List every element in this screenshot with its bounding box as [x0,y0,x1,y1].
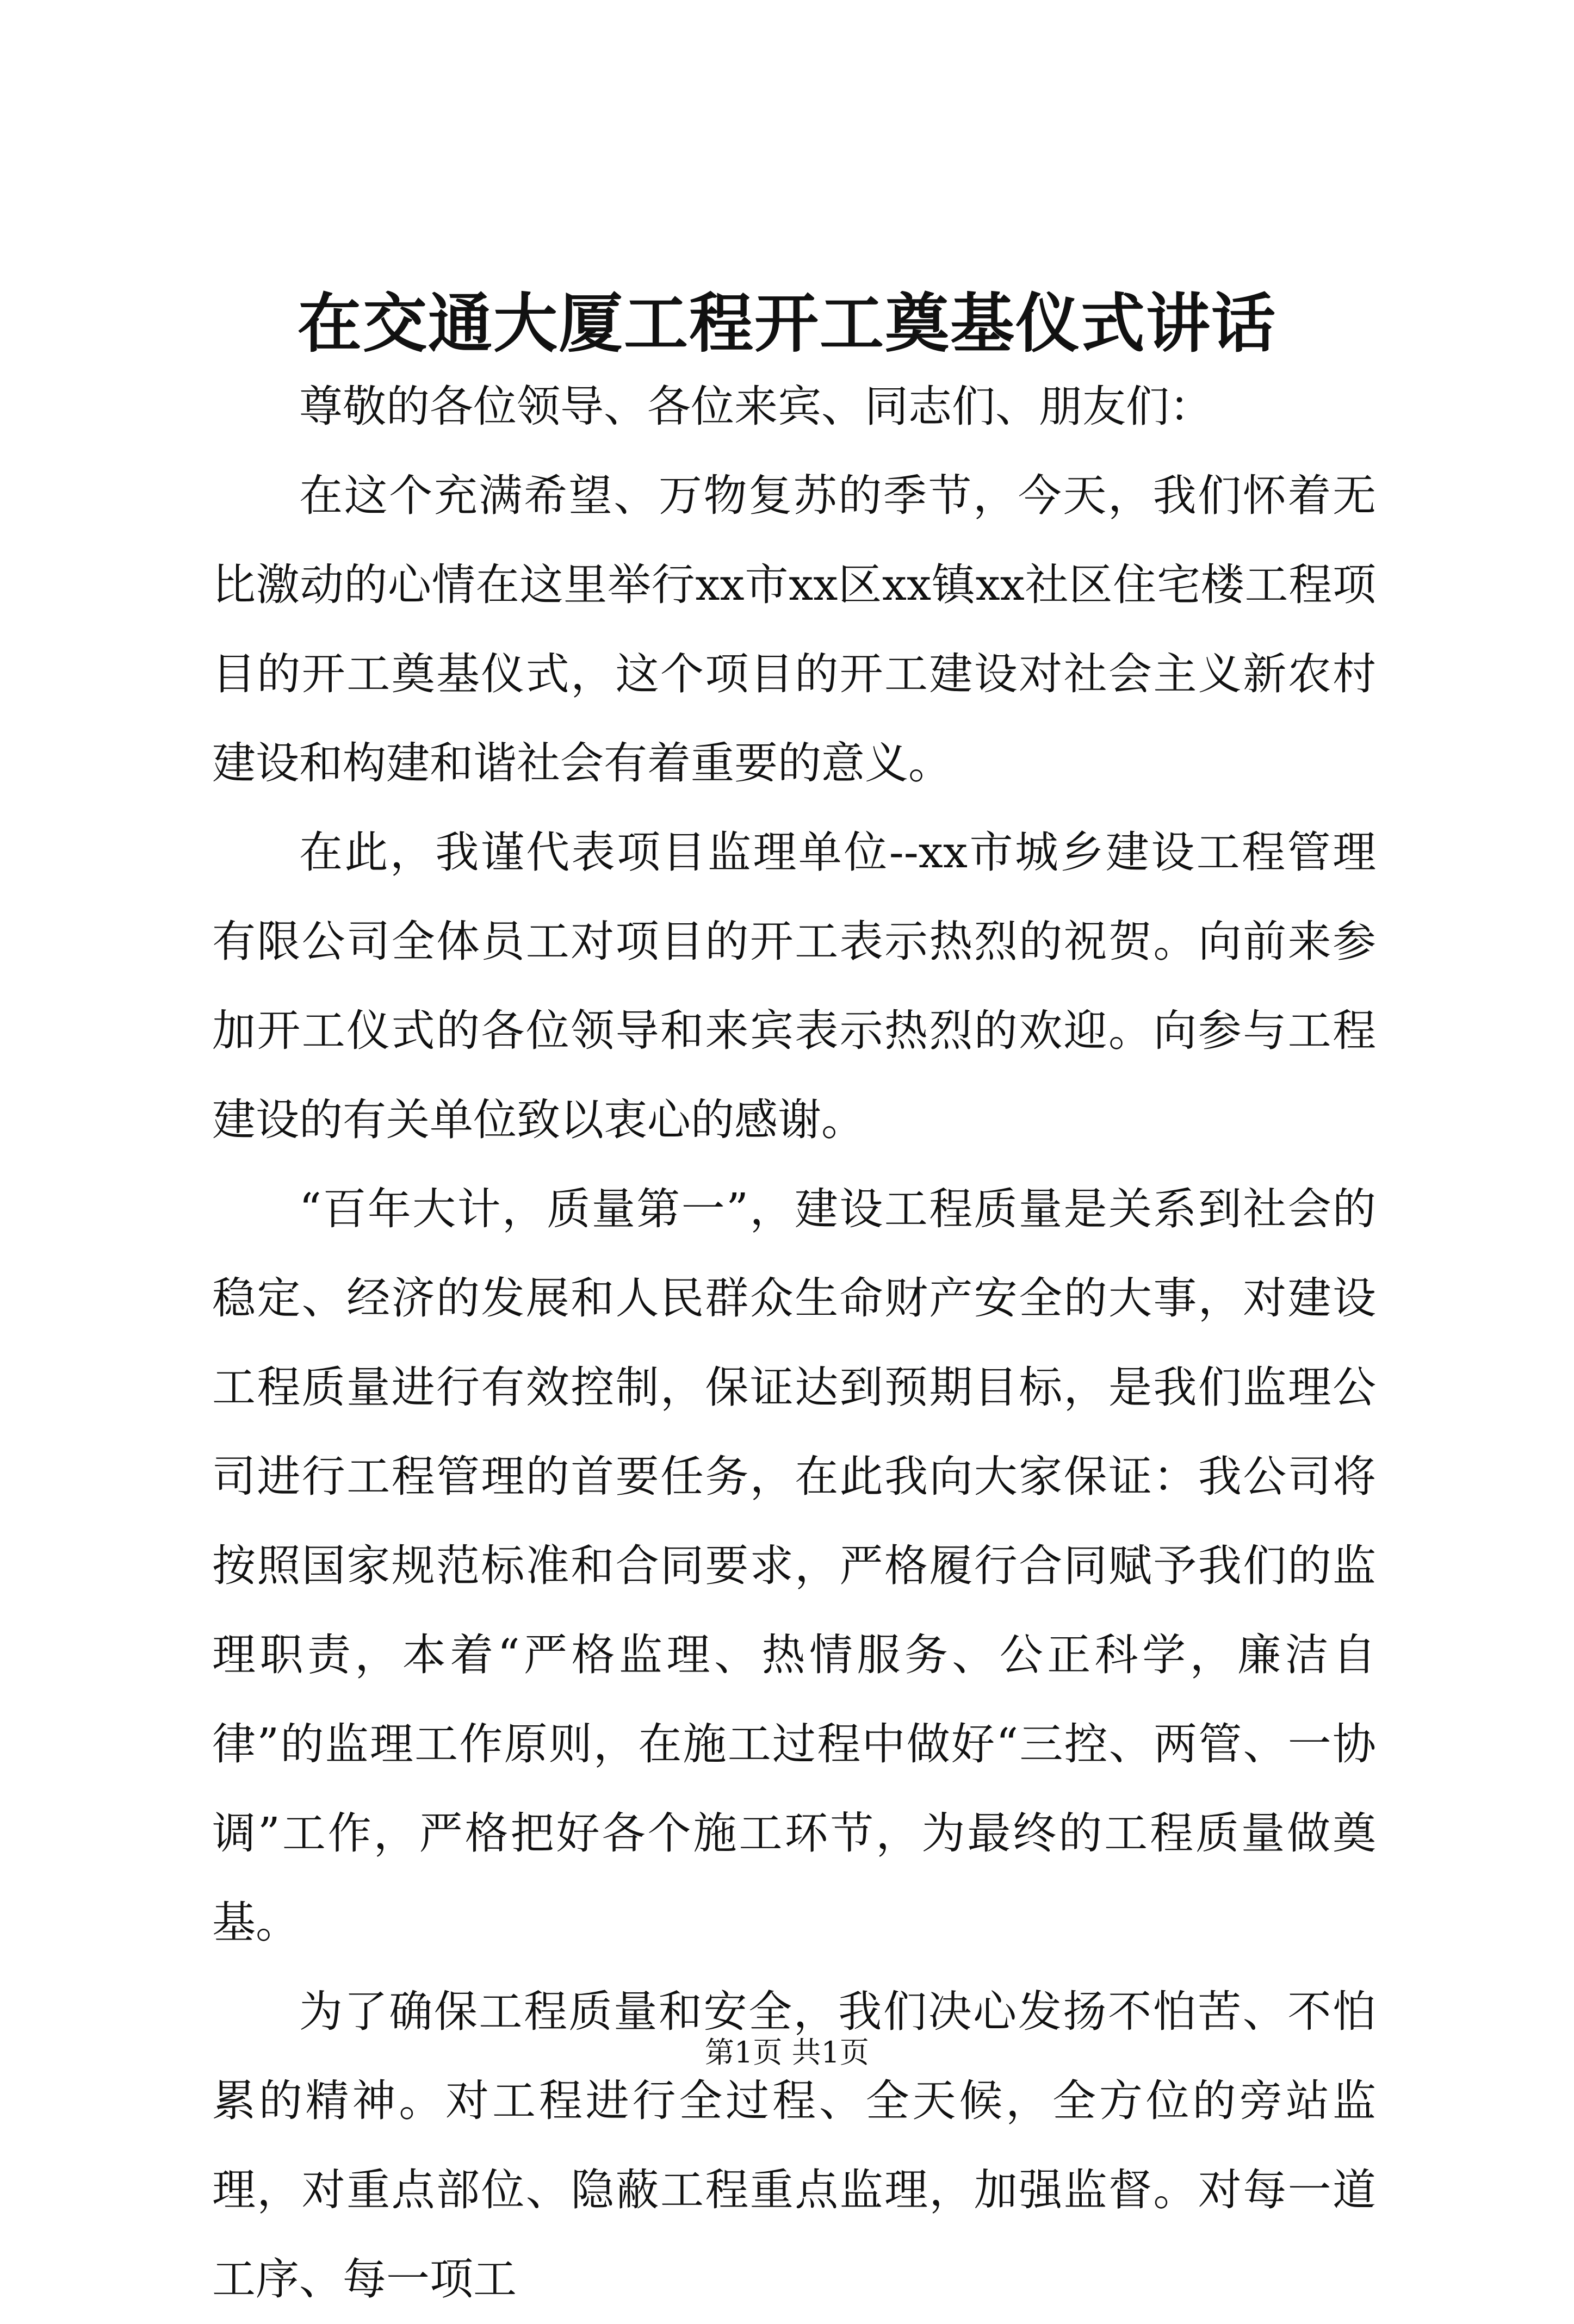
document-title: 在交通大厦工程开工奠基仪式讲话 [297,285,1276,361]
paragraph: 在此，我谨代表项目监理单位--xx市城乡建设工程管理有限公司全体员工对项目的开工表示热烈的祝贺。向前来参加开工仪式的各位领导和来宾表示热烈的欢迎。向参与工程建设的有关单位致以衷心的感谢。 [212,827,1376,1145]
paragraph: 在这个充满希望、万物复苏的季节，今天，我们怀着无比激动的心情在这里举行xx市xx区xx镇xx社区住宅楼工程项目的开工奠基仪式，这个项目的开工建设对社会主义新农村建设和构建和谐社会有着重要的意义。 [212,470,1376,788]
paragraph-salutation: 尊敬的各位领导、各位来宾、同志们、朋友们： [299,381,1213,432]
paragraph: “百年大计，质量第一”，建设工程质量是关系到社会的稳定、经济的发展和人民群众生命财产安全的大事，对建设工程质量进行有效控制，保证达到预期目标，是我们监理公司进行工程管理的首要任务，在此我向大家保证：我公司将按照国家规范标准和合同要求，严格履行合同赋予我们的监理职责，本着“严格监理、热情服务、公正科学，廉洁自律”的监理工作原则，在施工过程中做好“三控、两管、一协调”工作，严格把好各个施工环节，为最终的工程质量做奠基。 [212,1184,1376,1948]
paragraph: 为了确保工程质量和安全，我们决心发扬不怕苦、不怕累的精神。对工程进行全过程、全天候，全方位的旁站监理，对重点部位、隐蔽工程重点监理，加强监督。对每一道工序、每一项工 [212,1986,1376,2304]
page-footer: 第1页 共1页 [705,2035,869,2070]
document-body [212,362,1376,2324]
